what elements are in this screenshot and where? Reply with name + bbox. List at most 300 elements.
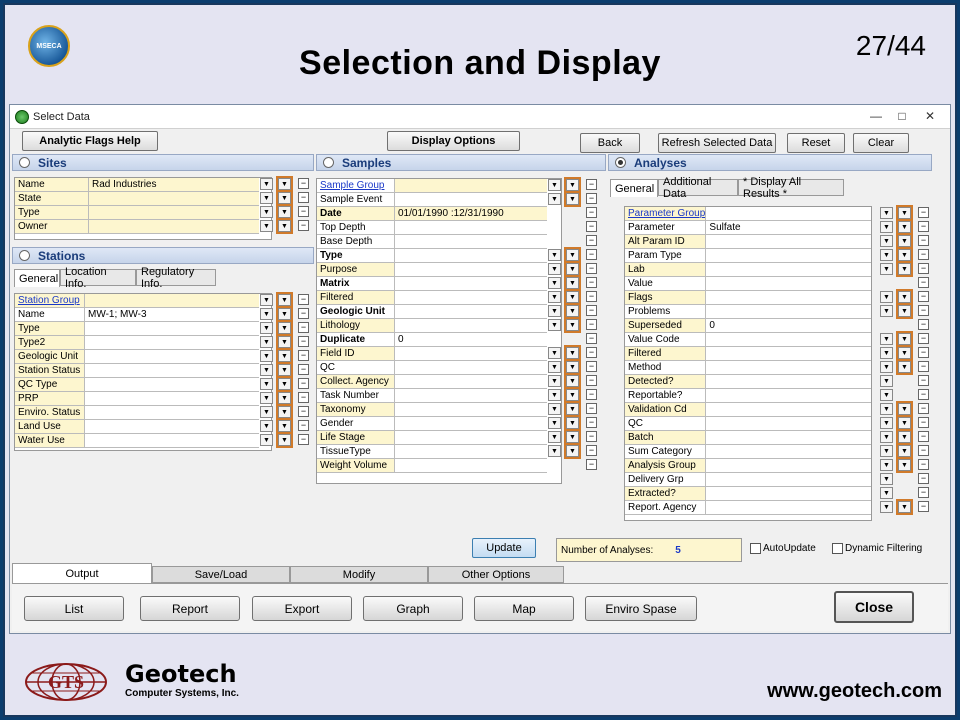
samples-dropdown-icon[interactable]: ▼ [548,417,561,429]
samples-row-value[interactable] [395,319,547,333]
analyses-dropdown-icon[interactable]: ▼ [880,221,893,233]
analyses-dropdown-icon[interactable]: ▼ [880,263,893,275]
samples-row-value[interactable] [395,193,547,207]
maximize-icon[interactable]: □ [898,109,906,123]
stations-remove-icon[interactable]: − [298,336,309,347]
sites-dropdown-icon[interactable]: ▼ [260,220,273,232]
samples-row-label[interactable] [317,179,395,193]
clear-button[interactable]: Clear [853,133,909,153]
stations-row-value[interactable] [85,378,259,392]
analyses-label-text: Validation Cd [628,404,687,415]
analyses-header[interactable]: Analyses [608,154,932,171]
sites-label-text: Type [18,207,40,218]
analyses-row-label[interactable] [625,207,706,221]
samples-row [317,389,561,403]
stations-dropdown-icon[interactable]: ▼ [260,336,273,348]
analyses-row [625,333,871,347]
stations-row-value[interactable] [85,294,259,308]
analyses-row-value[interactable]: 0 [706,319,871,333]
samples-row-label [317,347,395,361]
samples-operator-dropdown-icon[interactable]: ▼ [566,319,579,331]
report-button[interactable]: Report [140,596,240,621]
stations-operator-dropdown-icon[interactable]: ▼ [278,434,291,446]
close-button[interactable]: Close [834,591,914,623]
analyses-tab-1[interactable]: General [610,179,658,197]
analyses-row-value[interactable] [706,249,871,263]
analyses-row-label [625,375,706,389]
analyses-dropdown-icon[interactable]: ▼ [880,473,893,485]
samples-remove-icon[interactable]: − [586,277,597,288]
stations-row-value[interactable] [85,406,259,420]
analyses-dropdown-icon[interactable]: ▼ [880,249,893,261]
samples-dropdown-icon[interactable]: ▼ [548,389,561,401]
analyses-row-value[interactable] [706,431,871,445]
analyses-row-value[interactable] [706,487,871,501]
sites-dropdown-icon[interactable]: ▼ [260,192,273,204]
stations-row [15,434,271,448]
stations-tab-3[interactable]: Regulatory Info. [136,269,216,286]
samples-row-value[interactable] [395,305,547,319]
analyses-remove-icon[interactable]: − [918,305,929,316]
stations-operator-dropdown-icon[interactable]: ▼ [278,420,291,432]
analyses-dropdown-icon[interactable]: ▼ [880,445,893,457]
analyses-row-value[interactable] [706,473,871,487]
analyses-row-value[interactable] [706,361,871,375]
analyses-remove-icon[interactable]: − [918,333,929,344]
analyses-remove-icon[interactable]: − [918,389,929,400]
analyses-remove-icon[interactable]: − [918,249,929,260]
samples-row-label [317,333,395,347]
samples-dropdown-icon[interactable]: ▼ [548,403,561,415]
samples-row-label [317,193,395,207]
stations-dropdown-icon[interactable]: ▼ [260,364,273,376]
samples-row-value[interactable] [395,445,547,459]
samples-row-value[interactable] [395,459,547,473]
bottom-tab[interactable]: Modify [290,566,428,583]
samples-row-label [317,403,395,417]
samples-row-value[interactable] [395,431,547,445]
analyses-dropdown-icon[interactable]: ▼ [880,347,893,359]
stations-operator-dropdown-icon[interactable]: ▼ [278,406,291,418]
samples-row-value[interactable] [395,263,547,277]
samples-operator-dropdown-icon[interactable]: ▼ [566,347,579,359]
samples-remove-icon[interactable]: − [586,235,597,246]
stations-row-label[interactable] [15,294,85,308]
samples-operator-dropdown-icon[interactable]: ▼ [566,389,579,401]
stations-row-value[interactable] [85,350,259,364]
analyses-remove-icon[interactable]: − [918,361,929,372]
sites-grid [14,177,272,240]
samples-operator-dropdown-icon[interactable]: ▼ [566,375,579,387]
stations-operator-dropdown-icon[interactable]: ▼ [278,308,291,320]
samples-remove-icon[interactable]: − [586,403,597,414]
analyses-operator-dropdown-icon[interactable]: ▼ [898,235,911,247]
samples-remove-icon[interactable]: − [586,179,597,190]
stations-remove-icon[interactable]: − [298,308,309,319]
samples-row-value[interactable] [395,347,547,361]
stations-dropdown-icon[interactable]: ▼ [260,322,273,334]
stations-remove-icon[interactable]: − [298,420,309,431]
stations-remove-icon[interactable]: − [298,322,309,333]
samples-dropdown-icon[interactable]: ▼ [548,291,561,303]
analyses-label-text: Parameter [628,222,675,233]
analyses-operator-dropdown-icon[interactable]: ▼ [898,333,911,345]
stations-operator-dropdown-icon[interactable]: ▼ [278,294,291,306]
analyses-dropdown-icon[interactable]: ▼ [880,333,893,345]
samples-operator-dropdown-icon[interactable]: ▼ [566,417,579,429]
samples-remove-icon[interactable]: − [586,207,597,218]
analyses-tab-2[interactable]: Additional Data [658,179,738,196]
analyses-row-value[interactable] [706,291,871,305]
samples-row-value[interactable] [395,389,547,403]
sites-operator-dropdown-icon[interactable]: ▼ [278,220,291,232]
analyses-row-value[interactable] [706,235,871,249]
analyses-dropdown-icon[interactable]: ▼ [880,431,893,443]
analyses-operator-dropdown-icon[interactable]: ▼ [898,501,911,513]
sites-dropdown-icon[interactable]: ▼ [260,206,273,218]
analyses-row [625,347,871,361]
analyses-row [625,445,871,459]
analyses-remove-icon[interactable]: − [918,375,929,386]
samples-row [317,207,561,221]
analyses-row-value[interactable] [706,403,871,417]
analyses-dropdown-icon[interactable]: ▼ [880,361,893,373]
analyses-row-value[interactable] [706,305,871,319]
samples-remove-icon[interactable]: − [586,389,597,400]
samples-row-value[interactable] [395,375,547,389]
samples-row-label [317,305,395,319]
bottom-tab[interactable]: Other Options [428,566,564,583]
samples-operator-dropdown-icon[interactable]: ▼ [566,445,579,457]
sites-remove-icon[interactable]: − [298,178,309,189]
analyses-row-value[interactable] [706,501,871,515]
analyses-row-label [625,347,706,361]
stations-remove-icon[interactable]: − [298,364,309,375]
analyses-remove-icon[interactable]: − [918,277,929,288]
analyses-row [625,375,871,389]
analyses-row-value[interactable] [706,263,871,277]
samples-row-value[interactable] [395,249,547,263]
analyses-row-label [625,487,706,501]
analyses-operator-dropdown-icon[interactable]: ▼ [898,207,911,219]
stations-row-value[interactable] [85,364,259,378]
samples-row-value[interactable] [395,361,547,375]
analyses-radio[interactable] [615,157,626,168]
samples-operator-dropdown-icon[interactable]: ▼ [566,249,579,261]
analyses-remove-icon[interactable]: − [918,347,929,358]
samples-remove-icon[interactable]: − [586,431,597,442]
analyses-dropdown-icon[interactable]: ▼ [880,389,893,401]
samples-dropdown-icon[interactable]: ▼ [548,305,561,317]
stations-row-value[interactable] [85,336,259,350]
back-button[interactable]: Back [580,133,640,153]
samples-label-text: Geologic Unit [320,306,385,317]
analyses-dropdown-icon[interactable]: ▼ [880,291,893,303]
samples-dropdown-icon[interactable]: ▼ [548,249,561,261]
analyses-row-value[interactable] [706,459,871,473]
samples-remove-icon[interactable]: − [586,459,597,470]
refresh-selected-data-button[interactable]: Refresh Selected Data [658,133,776,153]
samples-row-value[interactable] [395,179,547,193]
samples-label-text: Task Number [320,390,379,401]
analyses-row-value[interactable] [706,375,871,389]
samples-row [317,305,561,319]
sites-operator-dropdown-icon[interactable]: ▼ [278,178,291,190]
stations-dropdown-icon[interactable]: ▼ [260,406,273,418]
samples-operator-dropdown-icon[interactable]: ▼ [566,291,579,303]
analyses-row [625,389,871,403]
analyses-remove-icon[interactable]: − [918,459,929,470]
stations-operator-dropdown-icon[interactable]: ▼ [278,364,291,376]
samples-remove-icon[interactable]: − [586,375,597,386]
samples-row-value[interactable] [395,291,547,305]
analyses-dropdown-icon[interactable]: ▼ [880,403,893,415]
stations-operator-dropdown-icon[interactable]: ▼ [278,336,291,348]
samples-row-value[interactable]: 0 [395,333,547,347]
analyses-dropdown-icon[interactable]: ▼ [880,459,893,471]
sites-row [15,178,271,192]
analyses-dropdown-icon[interactable]: ▼ [880,501,893,513]
stations-dropdown-icon[interactable]: ▼ [260,350,273,362]
samples-operator-dropdown-icon[interactable]: ▼ [566,263,579,275]
analyses-row-value[interactable] [706,389,871,403]
samples-dropdown-icon[interactable]: ▼ [548,277,561,289]
close-icon[interactable]: ✕ [924,109,936,123]
samples-remove-icon[interactable]: − [586,305,597,316]
analyses-operator-dropdown-icon[interactable]: ▼ [898,249,911,261]
samples-row-label [317,235,395,249]
samples-remove-icon[interactable]: − [586,263,597,274]
auto-update-checkbox[interactable]: AutoUpdate [750,543,816,554]
samples-radio[interactable] [323,157,334,168]
stations-radio[interactable] [19,250,30,261]
stations-remove-icon[interactable]: − [298,294,309,305]
analyses-operator-dropdown-icon[interactable]: ▼ [898,403,911,415]
analyses-row [625,403,871,417]
samples-operator-dropdown-icon[interactable]: ▼ [566,179,579,191]
sites-radio[interactable] [19,157,30,168]
samples-remove-icon[interactable]: − [586,361,597,372]
samples-operator-dropdown-icon[interactable]: ▼ [566,277,579,289]
stations-operator-dropdown-icon[interactable]: ▼ [278,350,291,362]
analyses-row-value[interactable]: Sulfate [706,221,871,235]
analytic-flags-help-button[interactable]: Analytic Flags Help [22,131,158,151]
samples-dropdown-icon[interactable]: ▼ [548,361,561,373]
stations-dropdown-icon[interactable]: ▼ [260,378,273,390]
samples-row-value[interactable] [395,277,547,291]
analyses-remove-icon[interactable]: − [918,319,929,330]
stations-row-label [15,378,85,392]
samples-label-text: Gender [320,418,354,429]
samples-header[interactable]: Samples [316,154,606,171]
samples-remove-icon[interactable]: − [586,291,597,302]
sites-row-value[interactable] [89,220,259,234]
stations-operator-dropdown-icon[interactable]: ▼ [278,392,291,404]
analyses-remove-icon[interactable]: − [918,263,929,274]
dynamic-filtering-checkbox[interactable]: Dynamic Filtering [832,543,922,554]
samples-remove-icon[interactable]: − [586,445,597,456]
sites-row-label [15,178,89,192]
samples-dropdown-icon[interactable]: ▼ [548,179,561,191]
stations-tab-2[interactable]: Location Info. [60,269,136,286]
stations-tab-1[interactable]: General [14,269,60,287]
analyses-operator-dropdown-icon[interactable]: ▼ [898,417,911,429]
analyses-row-value[interactable] [706,277,871,291]
stations-dropdown-icon[interactable]: ▼ [260,308,273,320]
analyses-row [625,459,871,473]
analyses-dropdown-icon[interactable]: ▼ [880,487,893,499]
samples-remove-icon[interactable]: − [586,347,597,358]
sites-dropdown-icon[interactable]: ▼ [260,178,273,190]
map-button[interactable]: Map [474,596,574,621]
samples-row-value[interactable] [395,235,547,249]
analyses-dropdown-icon[interactable]: ▼ [880,305,893,317]
samples-remove-icon[interactable]: − [586,221,597,232]
sites-operator-dropdown-icon[interactable]: ▼ [278,206,291,218]
samples-row-value[interactable]: 01/01/1990 :12/31/1990 [395,207,547,221]
stations-remove-icon[interactable]: − [298,392,309,403]
samples-label-text: Collect. Agency [320,376,389,387]
display-options-button[interactable]: Display Options [387,131,520,151]
analyses-tab-3[interactable]: * Display All Results * [738,179,844,196]
analyses-remove-icon[interactable]: − [918,207,929,218]
analyses-remove-icon[interactable]: − [918,417,929,428]
analyses-operator-dropdown-icon[interactable]: ▼ [898,459,911,471]
stations-header[interactable]: Stations [12,247,314,264]
analyses-remove-icon[interactable]: − [918,235,929,246]
analyses-remove-icon[interactable]: − [918,487,929,498]
stations-remove-icon[interactable]: − [298,434,309,445]
sites-remove-icon[interactable]: − [298,206,309,217]
analyses-operator-dropdown-icon[interactable]: ▼ [898,431,911,443]
samples-row-label [317,375,395,389]
stations-row-value[interactable]: MW-1; MW-3 [85,308,259,322]
samples-dropdown-icon[interactable]: ▼ [548,375,561,387]
analyses-remove-icon[interactable]: − [918,473,929,484]
samples-operator-dropdown-icon[interactable]: ▼ [566,193,579,205]
export-button[interactable]: Export [252,596,352,621]
analyses-remove-icon[interactable]: − [918,445,929,456]
samples-label-text: Top Depth [320,222,366,233]
sites-row-value[interactable] [89,206,259,220]
output-tab[interactable]: Output [12,563,152,584]
analyses-remove-icon[interactable]: − [918,403,929,414]
samples-dropdown-icon[interactable]: ▼ [548,347,561,359]
stations-remove-icon[interactable]: − [298,378,309,389]
stations-row [15,308,271,322]
analyses-operator-dropdown-icon[interactable]: ▼ [898,445,911,457]
samples-label-text: Base Depth [320,236,373,247]
analyses-row-value[interactable] [706,417,871,431]
stations-operator-dropdown-icon[interactable]: ▼ [278,378,291,390]
stations-label-text: Water Use [18,435,65,446]
stations-operator-dropdown-icon[interactable]: ▼ [278,322,291,334]
analyses-row [625,235,871,249]
stations-row-value[interactable] [85,322,259,336]
analyses-operator-dropdown-icon[interactable]: ▼ [898,305,911,317]
stations-remove-icon[interactable]: − [298,406,309,417]
samples-operator-dropdown-icon[interactable]: ▼ [566,305,579,317]
samples-remove-icon[interactable]: − [586,193,597,204]
analyses-row-value[interactable] [706,333,871,347]
samples-operator-dropdown-icon[interactable]: ▼ [566,361,579,373]
analyses-dropdown-icon[interactable]: ▼ [880,375,893,387]
samples-dropdown-icon[interactable]: ▼ [548,263,561,275]
minimize-icon[interactable]: — [870,109,882,123]
samples-remove-icon[interactable]: − [586,249,597,260]
analyses-row-value[interactable] [706,207,871,221]
samples-row-value[interactable] [395,221,547,235]
stations-dropdown-icon[interactable]: ▼ [260,294,273,306]
sites-operator-dropdown-icon[interactable]: ▼ [278,192,291,204]
sites-row-value[interactable]: Rad Industries [89,178,259,192]
stations-row-value[interactable] [85,392,259,406]
sites-remove-icon[interactable]: − [298,192,309,203]
sites-remove-icon[interactable]: − [298,220,309,231]
samples-remove-icon[interactable]: − [586,319,597,330]
samples-row-label [317,263,395,277]
samples-row [317,375,561,389]
stations-row-label [15,434,85,448]
reset-button[interactable]: Reset [787,133,845,153]
samples-row-value[interactable] [395,403,547,417]
analyses-remove-icon[interactable]: − [918,291,929,302]
stations-dropdown-icon[interactable]: ▼ [260,420,273,432]
samples-label-text: Date [320,208,342,219]
samples-operator-dropdown-icon[interactable]: ▼ [566,431,579,443]
analyses-operator-dropdown-icon[interactable]: ▼ [898,221,911,233]
analyses-operator-dropdown-icon[interactable]: ▼ [898,263,911,275]
samples-remove-icon[interactable]: − [586,417,597,428]
analyses-remove-icon[interactable]: − [918,431,929,442]
samples-dropdown-icon[interactable]: ▼ [548,319,561,331]
website-url: www.geotech.com [767,680,942,702]
samples-dropdown-icon[interactable]: ▼ [548,445,561,457]
sites-row-value[interactable] [89,192,259,206]
analyses-operator-dropdown-icon[interactable]: ▼ [898,361,911,373]
analyses-row-label [625,221,706,235]
analyses-operator-dropdown-icon[interactable]: ▼ [898,291,911,303]
samples-dropdown-icon[interactable]: ▼ [548,431,561,443]
analyses-dropdown-icon[interactable]: ▼ [880,235,893,247]
stations-row-value[interactable] [85,434,259,448]
stations-grid [14,293,272,451]
stations-dropdown-icon[interactable]: ▼ [260,392,273,404]
samples-row [317,221,561,235]
analyses-row [625,305,871,319]
stations-row-value[interactable] [85,420,259,434]
bottom-tab[interactable]: Save/Load [152,566,290,583]
analyses-remove-icon[interactable]: − [918,501,929,512]
sites-header[interactable]: Sites [12,154,314,171]
analyses-dropdown-icon[interactable]: ▼ [880,207,893,219]
list-button[interactable]: List [24,596,124,621]
analyses-row-value[interactable] [706,445,871,459]
graph-button[interactable]: Graph [363,596,463,621]
stations-dropdown-icon[interactable]: ▼ [260,434,273,446]
samples-remove-icon[interactable]: − [586,333,597,344]
enviro-spase-button[interactable]: Enviro Spase [585,596,697,621]
analyses-row-value[interactable] [706,347,871,361]
update-button[interactable]: Update [472,538,536,558]
samples-dropdown-icon[interactable]: ▼ [548,193,561,205]
analyses-remove-icon[interactable]: − [918,221,929,232]
samples-row-value[interactable] [395,417,547,431]
analyses-dropdown-icon[interactable]: ▼ [880,417,893,429]
analyses-operator-dropdown-icon[interactable]: ▼ [898,347,911,359]
stations-remove-icon[interactable]: − [298,350,309,361]
samples-operator-dropdown-icon[interactable]: ▼ [566,403,579,415]
